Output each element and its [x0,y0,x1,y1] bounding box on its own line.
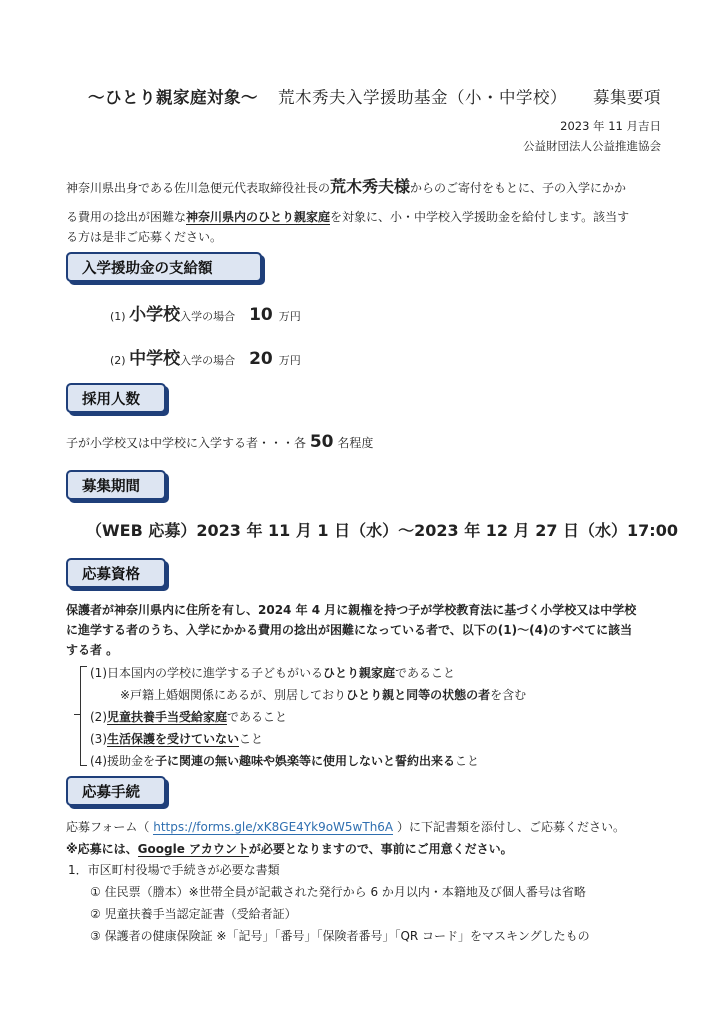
section-heading-eligibility: 応募資格 [66,558,166,588]
donor-name: 荒木秀夫様 [330,177,411,196]
recruit-count-text [66,432,373,452]
form-text: ）に下記書類を添付し、ご応募ください。 [396,820,625,834]
required-doc-3: ③ 保護者の健康保険証 ※「記号」「番号」「保険者番号」「QR コード」をマスキングしたもの [90,929,590,943]
eligibility-line-3: する者 。 [66,643,119,657]
amount-item-elementary [110,300,301,325]
intro-line-2 [66,208,629,225]
condition-3 [90,730,263,747]
intro-line-1 [66,174,626,197]
school-level: 小学校 [129,305,181,325]
amount-value: 10 [249,305,273,325]
issue-date: 2023 年 11 月吉日 [560,119,661,133]
required-doc-1: ① 住民票（謄本）※世帯全員が記載された発行から 6 か月以内・本籍地及び個人番号は省略 [90,885,586,899]
recruit-text: 名程度 [337,436,374,450]
note-text: が必要となりますので、事前にご用意ください。 [248,842,513,856]
condition-text: (2) [90,710,107,724]
conditions-bracket [80,666,87,766]
amount-item-junior-high [110,344,301,369]
required-doc-2: ② 児童扶養手当認定証書（受給者証） [90,907,297,921]
item-number: (1) [110,310,126,323]
condition-text: こと [455,754,480,768]
application-form-line [66,818,625,835]
condition-emphasis: ひとり親家庭 [323,666,396,680]
intro-line-3: る方は是非ご応募ください。 [66,230,223,244]
condition-emphasis: 児童扶養手当受給家庭 [107,710,228,724]
condition-4 [90,752,479,769]
intro-text: からのご寄付をもとに、子の入学にかか [410,181,627,195]
google-account-note [66,840,513,857]
condition-1 [90,664,455,681]
eligibility-line-2: に進学する者のうち、入学にかかる費用の捻出が困難になっている者で、以下の(1)〜(4)のすべてに該当 [66,623,633,637]
conditions-bracket-tick [74,714,81,715]
amount-value: 20 [249,349,273,369]
note-text: ※応募には、 [66,842,138,856]
google-account: Google アカウント [137,842,249,856]
condition-text: (3) [90,732,107,746]
title-main: 荒木秀夫入学援助基金（小・中学校） [278,88,567,107]
section-heading-recruits: 採用人数 [66,383,166,413]
condition-text: (4)援助金を [90,754,155,768]
condition-2 [90,708,287,725]
condition-text: であること [227,710,288,724]
condition-text: ※戸籍上婚姻関係にあるが、別居しており [120,688,347,702]
intro-text: 神奈川県出身である佐川急便元代表取締役社長の [66,181,331,195]
condition-text: を含む [490,688,527,702]
intro-text: を対象に、小・中学校入学援助金を給付します。該当す [330,210,630,224]
application-period: （WEB 応募）2023 年 11 月 1 日（水）〜2023 年 12 月 27 日（水）17:00 [86,521,678,540]
eligibility-line-1: 保護者が神奈川県内に住所を有し、2024 年 4 月に親権を持つ子が学校教育法に基づく小学校又は中学校 [66,603,637,617]
recruit-text: 子が小学校又は中学校に入学する者・・・各 [66,436,307,450]
section-heading-procedure: 応募手続 [66,776,166,806]
condition-text: (1)日本国内の学校に進学する子どもがいる [90,666,323,680]
condition-text: であること [395,666,456,680]
required-docs-heading: 1．市区町村役場で手続きが必要な書類 [68,863,280,877]
document-title [88,84,661,108]
amount-unit: 万円 [278,310,301,323]
condition-emphasis: 生活保護を受けていない [107,732,240,746]
target-group: 神奈川県内のひとり親家庭 [186,210,331,224]
title-subtitle: 〜ひとり親家庭対象〜 [88,88,258,107]
section-heading-period: 募集期間 [66,470,166,500]
item-suffix: 入学の場合 [180,310,236,323]
section-heading-amount: 入学援助金の支給額 [66,252,262,282]
recruit-count: 50 [309,432,334,452]
application-form-link[interactable]: https://forms.gle/xK8GE4Yk9oW5wTh6A [153,820,394,834]
item-suffix: 入学の場合 [180,354,236,367]
title-tail: 募集要項 [593,88,661,107]
organization-name: 公益財団法人公益推進協会 [523,139,661,153]
condition-emphasis: ひとり親と同等の状態の者 [346,688,491,702]
condition-text: こと [239,732,264,746]
form-text: 応募フォーム（ [66,820,150,834]
item-number: (2) [110,354,126,367]
condition-1-note [120,686,526,703]
condition-emphasis: 子に関連の無い趣味や娯楽等に使用しないと誓約出来る [155,754,456,768]
school-level: 中学校 [129,349,181,369]
intro-text: る費用の捻出が困難な [66,210,187,224]
amount-unit: 万円 [278,354,301,367]
